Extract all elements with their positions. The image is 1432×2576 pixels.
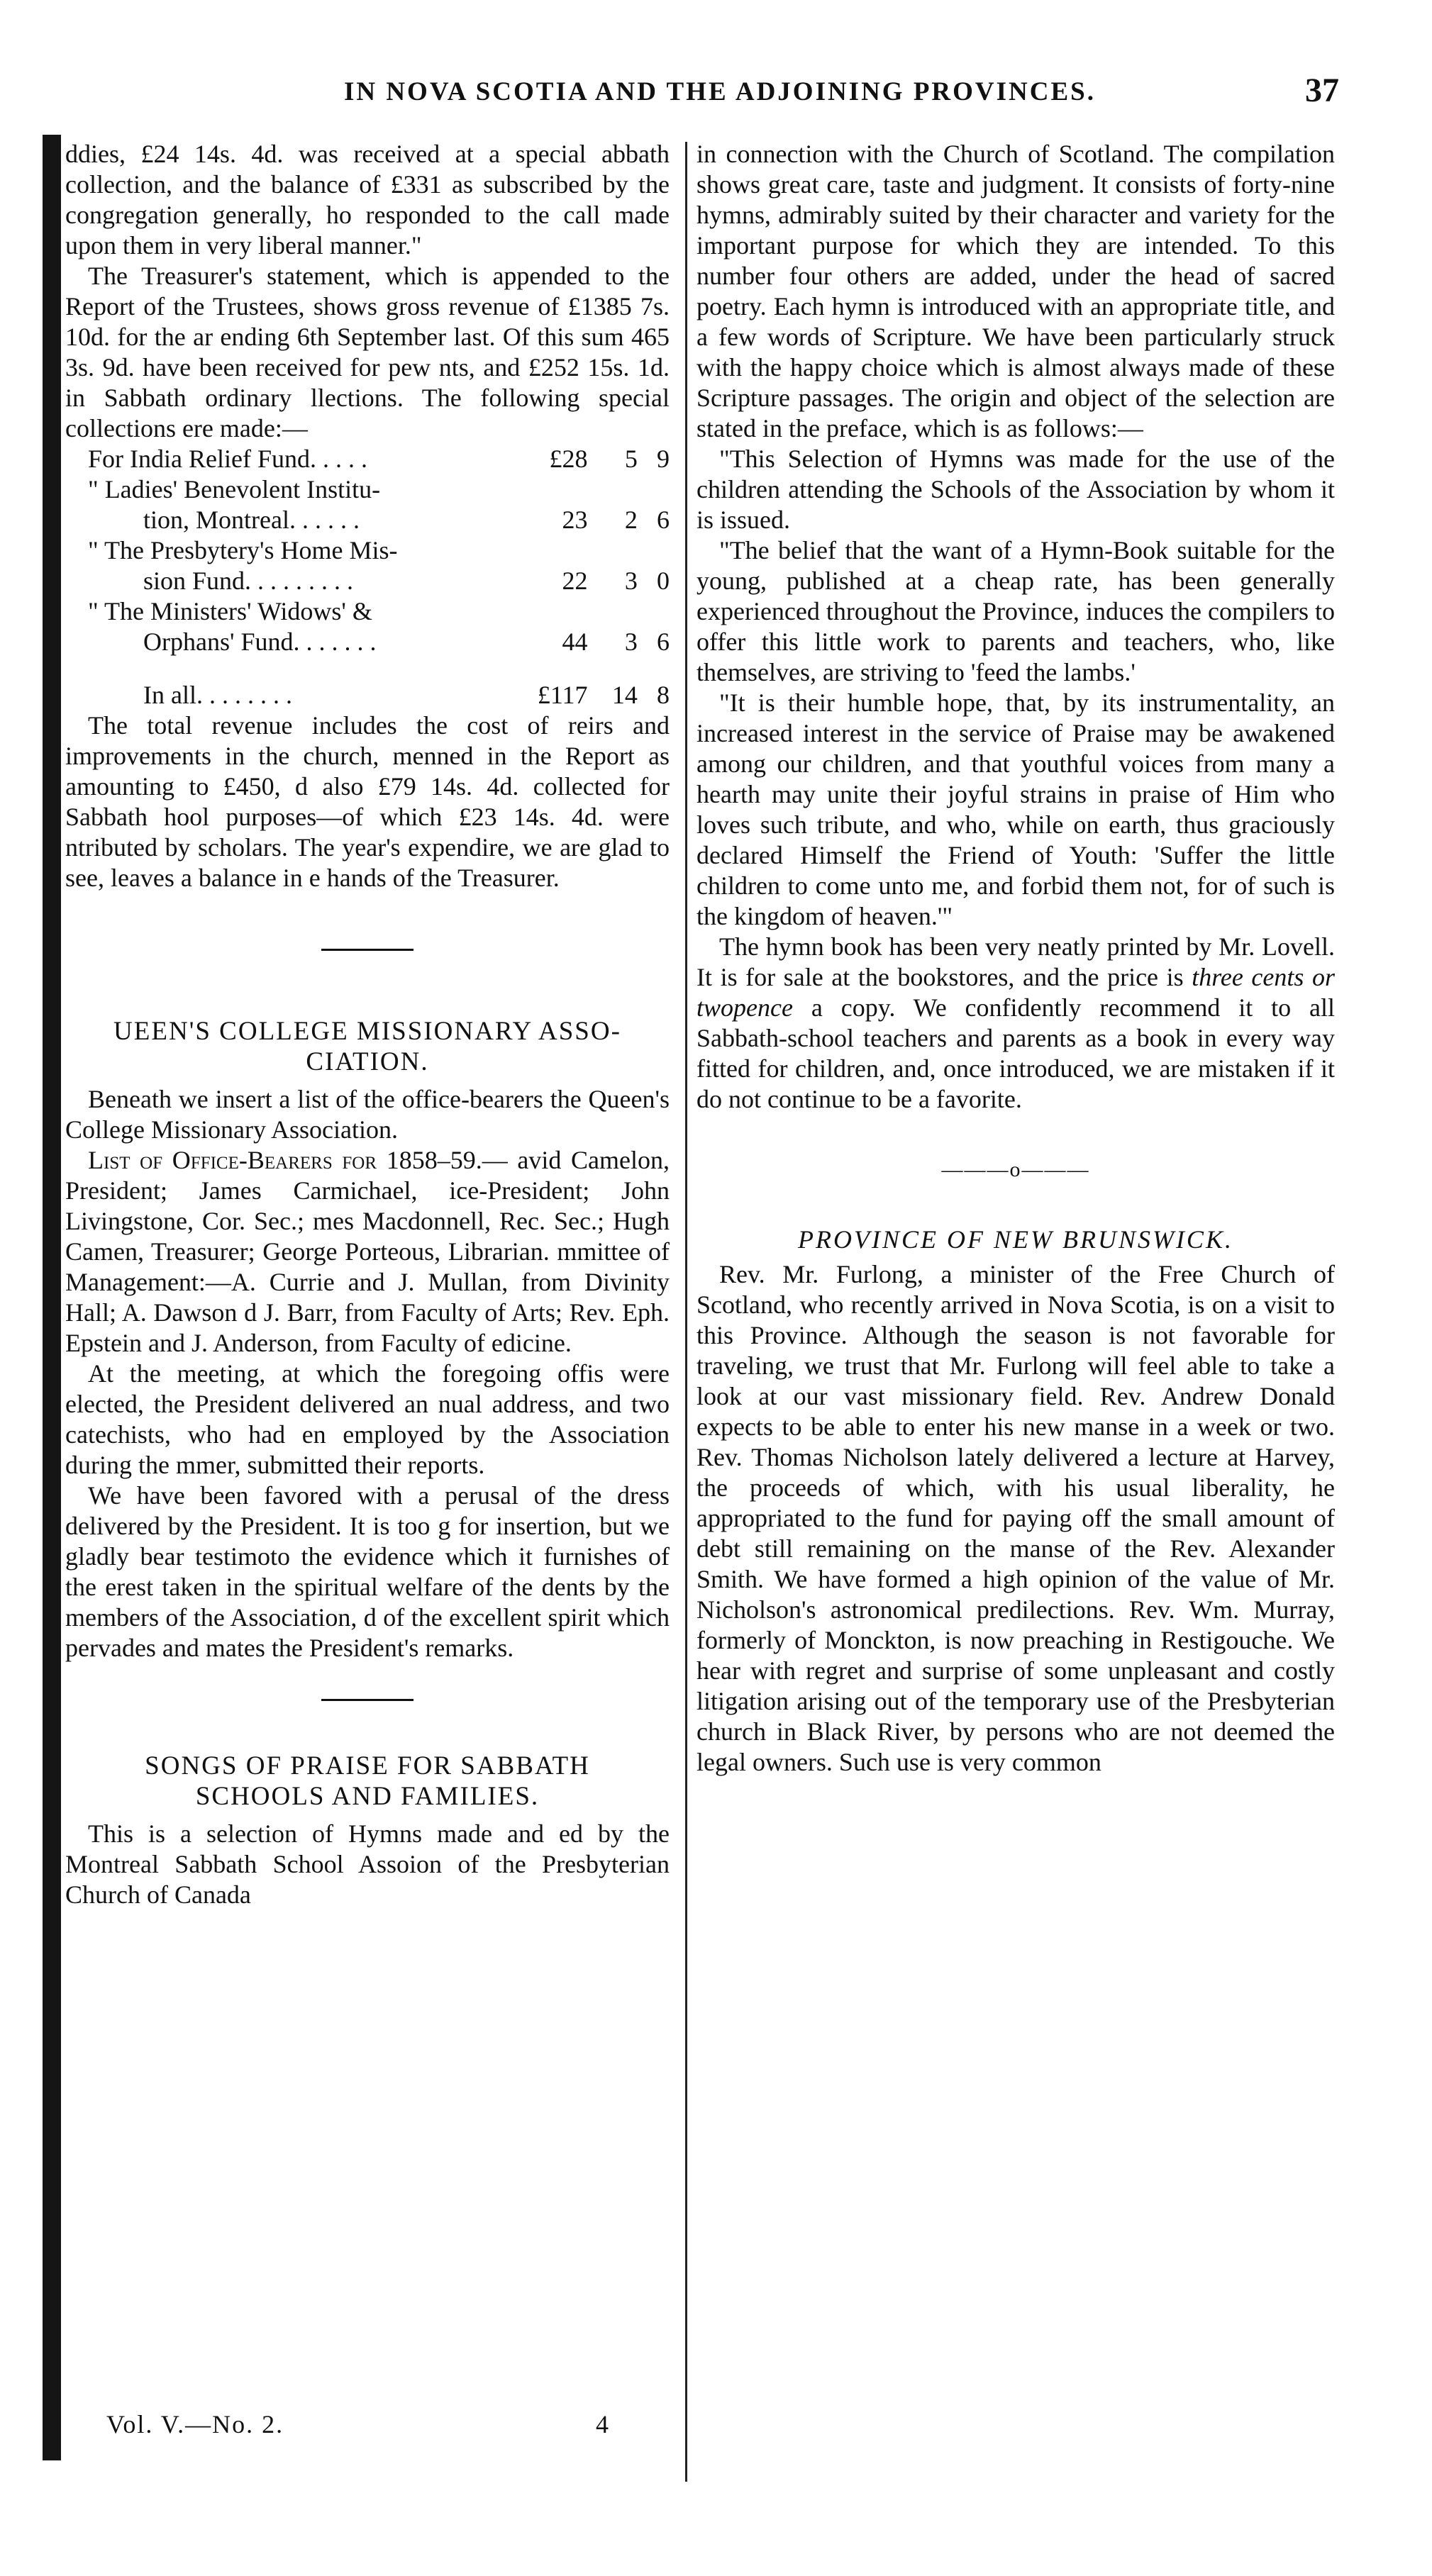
collection-pounds: 23 bbox=[562, 506, 588, 534]
table-row bbox=[65, 535, 670, 566]
signature-mark: 4 bbox=[596, 2410, 610, 2438]
collection-shillings: 3 bbox=[624, 567, 638, 595]
section-heading-queens-college bbox=[65, 1016, 670, 1077]
page-number: 37 bbox=[1305, 72, 1339, 109]
paragraph-address: We have been favored with a perusal of the dress delivered by the President. It is too g for insertion, but we gladly bear testimoto the evidence which it furnishes of the erest taken in the spiritual welfare of the dents by the members of the Association, d of the excellent spirit which pervades and mates the President's remarks. bbox=[65, 1481, 670, 1662]
list-label: List of Office-Bearers for 1858–59.— bbox=[88, 1146, 508, 1174]
collection-label-continued: tion, Montreal. . . . . . bbox=[143, 506, 360, 534]
table-row bbox=[65, 444, 670, 474]
collection-pence: 9 bbox=[657, 445, 670, 473]
paragraph-treasurer-statement: The Treasurer's statement, which is appended to the Report of the Trustees, shows gross revenue of £1385 7s. 10d. for the ar ending 6th September last. Of this sum 465 3s. 9d. have been received for pew nts, and £252 15s. 1d. in Sabbath ordinary llections. The following special collections ere made:— bbox=[65, 262, 670, 442]
binding-edge-shadow bbox=[43, 135, 61, 2460]
text-run: The hymn book has been very neatly printed by Mr. Lovell. It is for sale at the bookstores, and the price is bbox=[696, 932, 1335, 991]
collection-shillings: 2 bbox=[624, 506, 638, 534]
paragraph-hymn-selection: This is a selection of Hymns made and ed by the Montreal Sabbath School Assoion of the Presbyterian Church of Canada bbox=[65, 1819, 670, 1909]
total-pence: 8 bbox=[657, 681, 670, 709]
special-collections-table bbox=[65, 444, 670, 710]
collection-label: " The Ministers' Widows' & bbox=[88, 597, 372, 625]
quote-hymn-book-need: "The belief that the want of a Hymn-Book suitable for the young, published at a cheap rate, has been generally experienced throughout the Province, induces the compilers to offer this little work to parents and teachers, who, like themselves, are striving to 'feed the lambs.' bbox=[696, 536, 1335, 686]
collection-shillings: 5 bbox=[624, 445, 638, 473]
table-row bbox=[65, 474, 670, 505]
collection-pounds: 22 bbox=[562, 567, 588, 595]
left-column bbox=[65, 139, 670, 1910]
paragraph-hymn-book-print bbox=[696, 932, 1335, 1115]
column-divider bbox=[685, 142, 687, 2482]
total-pounds: £117 bbox=[537, 681, 588, 709]
running-head: IN NOVA SCOTIA AND THE ADJOINING PROVINCES. bbox=[343, 77, 1097, 106]
collection-pounds: £28 bbox=[549, 445, 588, 473]
collection-label: " The Presbytery's Home Mis- bbox=[88, 536, 398, 564]
paragraph-collection: ddies, £24 14s. 4d. was received at a special abbath collection, and the balance of £331 as subscribed by the congregation generally, ho responded to the call made upon them in very liberal manner." bbox=[65, 140, 670, 260]
quote-humble-hope: "It is their humble hope, that, by its instrumentality, an increased interest in the service of Praise may be awakened among our children, and that youthful voices from many a hearth may unite their joyful strains in praise of Him who loves such tribute, and who, while on earth, thus graciously declared Himself the Friend of Youth: 'Suffer the little children to come unto me, and forbid them not, for of such is the kingdom of heaven.'" bbox=[696, 688, 1335, 930]
heading-line: SONGS OF PRAISE FOR SABBATH bbox=[145, 1751, 590, 1780]
table-row bbox=[65, 627, 670, 657]
heading-line: CIATION. bbox=[306, 1047, 429, 1076]
collection-pounds: 44 bbox=[562, 628, 588, 656]
paragraph-compilation: in connection with the Church of Scotland. The compilation shows great care, taste and judgment. It consists of forty-nine hymns, admirably suited by their character and variety for the important purpose for which they are intended. To this number four others are added, under the head of sacred poetry. Each hymn is introduced with an appropriate title, and a few words of Scripture. We have been particularly struck with the happy choice which is almost always made of these Scripture passages. The origin and object of the selection are stated in the preface, which is as follows:— bbox=[696, 140, 1335, 442]
heading-line: UEEN'S COLLEGE MISSIONARY ASSO- bbox=[113, 1017, 621, 1046]
text-run: a copy. We confidently recommend it to all Sabbath-school teachers and parents as a book in every way fitted for children, and, once introduced, we are mistaken if it do not continue to be a favorite. bbox=[696, 993, 1335, 1113]
section-rule bbox=[321, 949, 413, 951]
paragraph-office-bearers-intro: Beneath we insert a list of the office-bearers the Queen's College Missionary Association. bbox=[65, 1085, 670, 1144]
table-row-total bbox=[65, 657, 670, 710]
collection-pence: 0 bbox=[657, 567, 670, 595]
volume-number: Vol. V.—No. 2. bbox=[106, 2410, 284, 2438]
total-shillings: 14 bbox=[611, 681, 638, 709]
paragraph-total-revenue: The total revenue includes the cost of reirs and improvements in the church, menned in the Report as amounting to £450, d also £79 14s. 4d. collected for Sabbath hool purposes—of which £23 14s. 4d. were ntributed by scholars. The year's expendire, we are glad to see, leaves a balance in e hands of the Treasurer. bbox=[65, 711, 670, 892]
paragraph-office-bearers-list bbox=[65, 1145, 670, 1359]
paragraph-meeting: At the meeting, at which the foregoing offis were elected, the President delivered an nual address, and two catechists, who had en employed by the Association during the mmer, submitted their reports. bbox=[65, 1359, 670, 1479]
footer bbox=[106, 2409, 660, 2439]
section-rule bbox=[321, 1699, 413, 1701]
table-row bbox=[65, 505, 670, 535]
table-row bbox=[65, 596, 670, 627]
collection-label: For India Relief Fund. . . . . bbox=[88, 445, 367, 473]
right-column bbox=[696, 139, 1335, 1778]
collection-shillings: 3 bbox=[624, 628, 638, 656]
collection-label: " Ladies' Benevolent Institu- bbox=[88, 475, 381, 503]
section-heading-new-brunswick: PROVINCE OF NEW BRUNSWICK. bbox=[798, 1225, 1233, 1254]
collection-pence: 6 bbox=[657, 506, 670, 534]
heading-line: SCHOOLS AND FAMILIES. bbox=[195, 1782, 540, 1811]
collection-pence: 6 bbox=[657, 628, 670, 656]
price-text: three cents or twopence bbox=[696, 963, 1335, 1022]
paragraph-new-brunswick: Rev. Mr. Furlong, a minister of the Free Church of Scotland, who recently arrived in Nova Scotia, is on a visit to this Province. Although the season is not favorable for traveling, we trust that Mr. Furlong will feel able to take a look at our vast missionary field. Rev. Andrew Donald expects to be able to enter his new manse in a week or two. Rev. Thomas Nicholson lately delivered a lecture at Harvey, the proceeds of which, with his usual liberality, he appropriated to the fund for paying off the small amount of debt still remaining on the manse of the Rev. Alexander Smith. We have formed a high opinion of the value of Mr. Nicholson's astronomical predilections. Rev. Wm. Murray, formerly of Monckton, is now preaching in Restigouche. We hear with regret and surprise of some unpleasant and costly litigation arising out of the temporary use of the Presbyterian church in Black River, by persons who are not deemed the legal owners. Such use is very common bbox=[696, 1260, 1335, 1776]
quote-selection-purpose: "This Selection of Hymns was made for the use of the children attending the Schools of the Association by whom it is issued. bbox=[696, 445, 1335, 534]
collection-label-continued: Orphans' Fund. . . . . . . bbox=[143, 628, 377, 656]
table-row bbox=[65, 566, 670, 596]
section-ornament: ———o——— bbox=[941, 1158, 1090, 1181]
collection-label-continued: sion Fund. . . . . . . . . bbox=[143, 567, 354, 595]
total-label: In all. . . . . . . . bbox=[143, 681, 292, 709]
section-heading-songs-of-praise bbox=[65, 1751, 670, 1812]
list-text: avid Camelon, President; James Carmichael, ice-President; John Livingstone, Cor. Sec.; mes Macdonnell, Rec. Sec.; Hugh Camen, Treasurer; George Porteous, Librarian. mmittee of Management:—A. Currie and J. Mullan, from Divinity Hall; A. Dawson d J. Barr, from Faculty of Arts; Rev. Eph. Epstein and J. Anderson, from Faculty of edicine. bbox=[65, 1146, 670, 1357]
